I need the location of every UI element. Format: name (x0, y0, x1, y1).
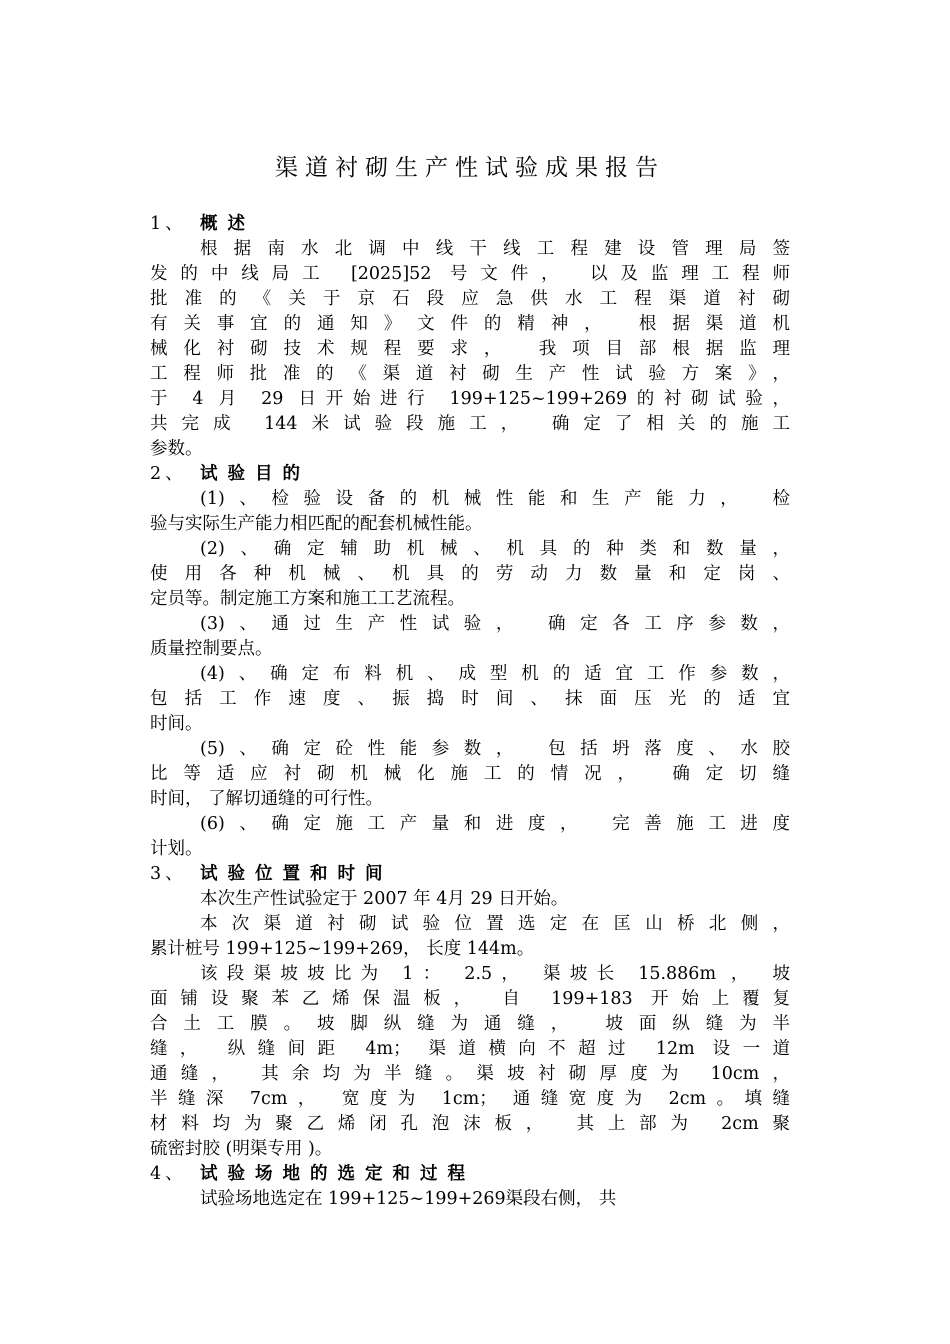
paragraph-line: 发的中线局工 [2025]52 号文件， 以及监理工程师 (150, 264, 790, 284)
section-name: 试验场地的选定和过程 (200, 1164, 475, 1184)
paragraph-line: 试验场地选定在 199+125~199+269渠段右侧， 共 (200, 1189, 617, 1209)
paragraph-line: (5)、确定砼性能参数， 包括坍落度、水胶 (200, 739, 790, 759)
paragraph-line: 本次渠道衬砌试验位置选定在匡山桥北侧， (200, 914, 790, 934)
paragraph-line: (4)、确定布料机、成型机的适宜工作参数， (200, 664, 790, 684)
paragraph-line: 械化衬砌技术规程要求， 我项目部根据监理 (150, 339, 790, 359)
paragraph-line: 该段渠坡坡比为 1： 2.5， 渠坡长 15.886m ， 坡 (200, 964, 790, 984)
paragraph-line: 比等适应衬砌机械化施工的情况， 确定切缝 (150, 764, 790, 784)
paragraph-line: 材料均为聚乙烯闭孔泡沫板， 其上部为 2cm聚 (150, 1114, 790, 1134)
paragraph-line: 定员等。制定施工方案和施工工艺流程。 (150, 589, 465, 609)
paragraph-line: (3)、通过生产性试验， 确定各工序参数， (200, 614, 790, 634)
section-heading (150, 462, 790, 487)
paragraph-line: 批准的《关于京石段应急供水工程渠道衬砌 (150, 289, 790, 309)
paragraph-line: (6)、确定施工产量和进度， 完善施工进度 (200, 814, 790, 834)
paragraph-line: 使用各种机械、机具的劳动力数量和定岗、 (150, 564, 790, 584)
paragraph-line: 参数。 (150, 439, 203, 459)
section-name: 试验目的 (200, 464, 310, 484)
paragraph-line: 验与实际生产能力相匹配的配套机械性能。 (150, 514, 483, 534)
paragraph-line: 缝， 纵缝间距 4m； 渠道横向不超过 12m 设一道 (150, 1039, 790, 1059)
paragraph-line: (1)、检验设备的机械性能和生产能力， 检 (200, 489, 790, 509)
paragraph-line: 累计桩号 199+125~199+269， 长度 144m。 (150, 939, 535, 959)
paragraph-line: 时间， 了解切通缝的可行性。 (150, 789, 384, 809)
paragraph-line: 包括工作速度、振捣时间、抹面压光的适宜 (150, 689, 790, 709)
paragraph-line: 时间。 (150, 714, 203, 734)
paragraph-line: 共完成 144米试验段施工， 确定了相关的施工 (150, 414, 790, 434)
section-number: 1、 (150, 214, 187, 234)
paragraph-line: 面铺设聚苯乙烯保温板， 自 199+183 开始上覆复 (150, 989, 790, 1009)
section-heading (150, 862, 790, 887)
paragraph-line: 硫密封胶 (明渠专用 )。 (150, 1139, 333, 1159)
paragraph-line: (2)、确定辅助机械、机具的种类和数量， (200, 539, 790, 559)
paragraph-line: 本次生产性试验定于 2007 年 4月 29 日开始。 (200, 889, 569, 909)
document-body (150, 212, 790, 1212)
paragraph-line: 于 4 月 29 日开始进行 199+125~199+269的衬砌试验， (150, 389, 790, 409)
section-number: 2、 (150, 464, 187, 484)
paragraph-line: 计划。 (150, 839, 203, 859)
paragraph-line: 质量控制要点。 (150, 639, 273, 659)
section-name: 概述 (200, 214, 255, 234)
paragraph-line: 合土工膜。坡脚纵缝为通缝， 坡面纵缝为半 (150, 1014, 790, 1034)
paragraph-line: 半缝深 7cm， 宽度为 1cm； 通缝宽度为 2cm。填缝 (150, 1089, 790, 1109)
paragraph-line: 有关事宜的通知》文件的精神， 根据渠道机 (150, 314, 790, 334)
section-heading (150, 212, 790, 237)
document-title: 渠道衬砌生产性试验成果报告 (275, 155, 665, 181)
section-heading (150, 1162, 790, 1187)
paragraph-line: 通缝， 其余均为半缝。渠坡衬砌厚度为 10cm， (150, 1064, 790, 1084)
paragraph-line: 根据南水北调中线干线工程建设管理局签 (200, 239, 790, 259)
paragraph-line: 工程师批准的《渠道衬砌生产性试验方案》， (150, 364, 790, 384)
section-number: 3、 (150, 864, 187, 884)
section-name: 试验位置和时间 (200, 864, 393, 884)
section-number: 4、 (150, 1164, 187, 1184)
